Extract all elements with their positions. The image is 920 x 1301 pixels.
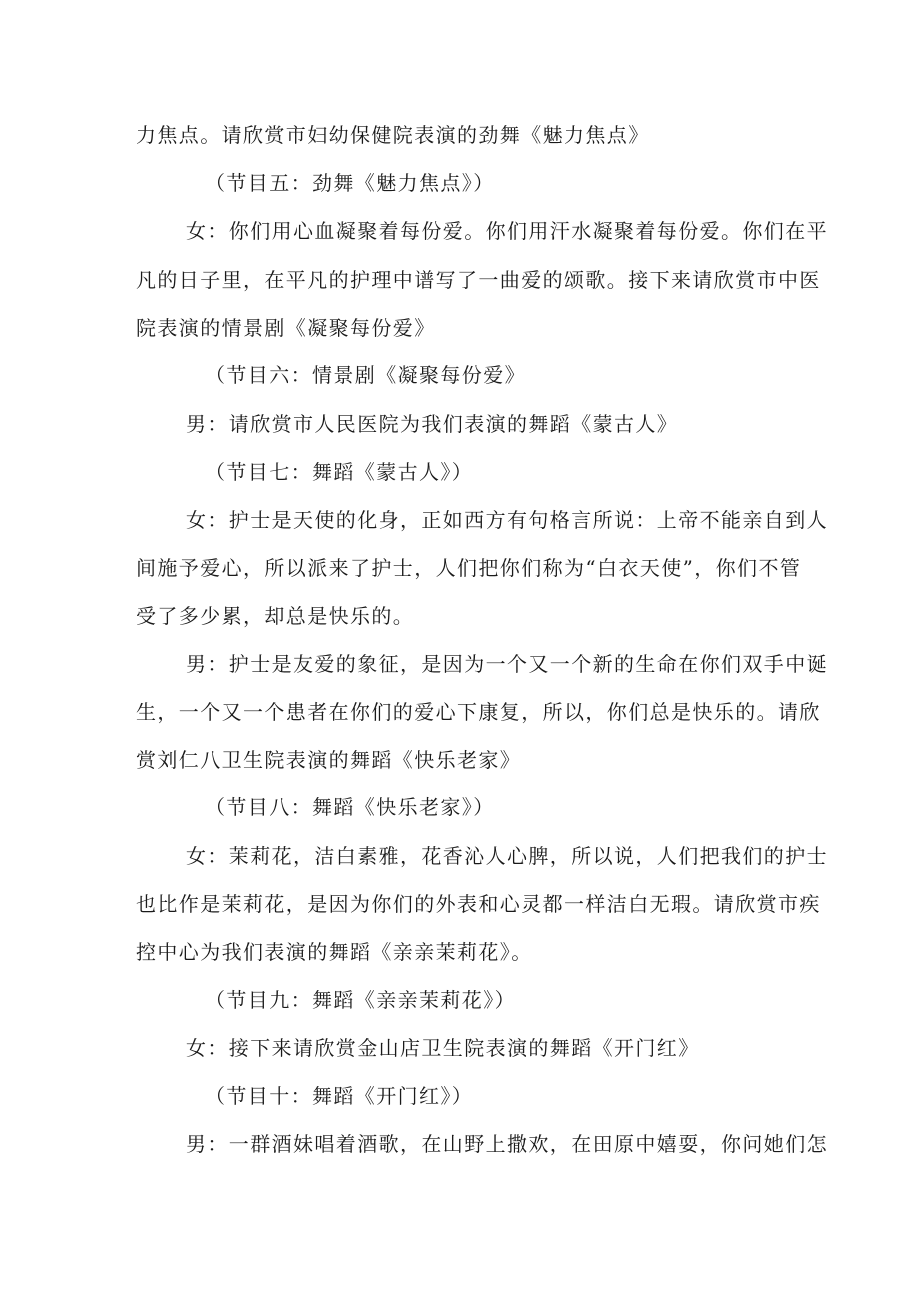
- paragraph-start: 女：你们用心血凝聚着每份爱。你们用汗水凝聚着每份爱。你们在平: [186, 219, 828, 243]
- text-line: 力焦点。请欣赏市妇幼保健院表演的劲舞《魅力焦点》: [136, 123, 650, 147]
- paragraph-start: 女：接下来请欣赏金山店卫生院表演的舞蹈《开门红》: [186, 1036, 700, 1060]
- paragraph-start: 女：茉莉花，洁白素雅，花香沁人心脾，所以说，人们把我们的护士: [186, 844, 828, 868]
- text-line: 院表演的情景剧《凝聚每份爱》: [136, 316, 436, 340]
- text-line: 赏刘仁八卫生院表演的舞蹈《快乐老家》: [136, 748, 522, 772]
- program-line: （节目七：舞蹈《蒙古人》）: [205, 460, 474, 484]
- program-line: （节目五：劲舞《魅力焦点》）: [205, 171, 495, 195]
- paragraph-start: 男：请欣赏市人民医院为我们表演的舞蹈《蒙古人》: [186, 412, 679, 436]
- text-line: 生，一个又一个患者在你们的爱心下康复，所以，你们总是快乐的。请欣: [136, 700, 821, 724]
- paragraph-start: 男：护士是友爱的象征，是因为一个又一个新的生命在你们双手中诞: [186, 652, 828, 676]
- text-line: 也比作是茉莉花，是因为你们的外表和心灵都一样洁白无瑕。请欣赏市疾: [136, 892, 821, 916]
- paragraph-start: 女：护士是天使的化身，正如西方有句格言所说：上帝不能亲自到人: [186, 508, 828, 532]
- text-line: 凡的日子里，在平凡的护理中谱写了一曲爱的颂歌。接下来请欣赏市中医: [136, 268, 821, 292]
- text-line: 控中心为我们表演的舞蹈《亲亲茉莉花》。: [136, 940, 533, 964]
- program-line: （节目十：舞蹈《开门红》）: [205, 1084, 474, 1108]
- text-line: 间施予爱心，所以派来了护士，人们把你们称为“白衣天使”，你们不管: [136, 556, 802, 580]
- text-line: 受了多少累，却总是快乐的。: [136, 604, 415, 628]
- paragraph-start: 男：一群酒妹唱着酒歌，在山野上撒欢，在田原中嬉耍，你问她们怎: [186, 1132, 828, 1156]
- program-line: （节目八：舞蹈《快乐老家》）: [205, 795, 495, 819]
- program-line: （节目九：舞蹈《亲亲茉莉花》）: [205, 988, 516, 1012]
- program-line: （节目六：情景剧《凝聚每份爱》: [205, 363, 526, 387]
